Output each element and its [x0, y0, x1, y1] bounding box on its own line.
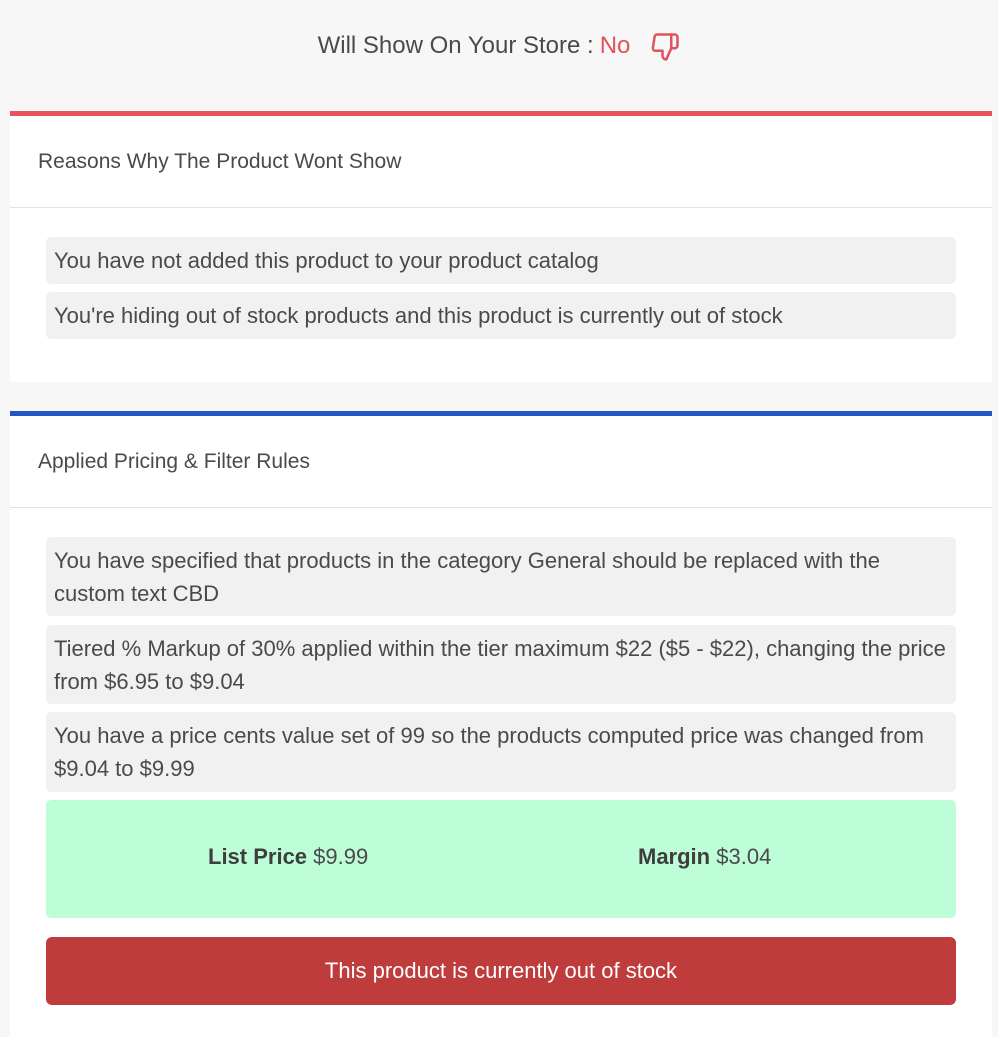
- status-value: No: [599, 32, 631, 59]
- margin-label: Margin: [638, 844, 711, 869]
- store-visibility-status: [0, 0, 998, 92]
- rule-item: You have a price cents value set of 99 so the products computed price was changed from $9.04 to $9.99: [46, 712, 956, 792]
- reason-item: You're hiding out of stock products and this product is currently out of stock: [46, 292, 956, 339]
- reason-item: You have not added this product to your product catalog: [46, 237, 956, 284]
- out-of-stock-banner: This product is currently out of stock: [46, 937, 956, 1005]
- margin: [638, 844, 771, 870]
- list-price-value: $9.99: [313, 844, 369, 869]
- rule-item: You have specified that products in the category General should be replaced with the custom text CBD: [46, 537, 956, 616]
- pricing-rules-panel: [10, 411, 992, 1037]
- list-price: [208, 844, 368, 870]
- rule-item: Tiered % Markup of 30% applied within the tier maximum $22 ($5 - $22), changing the price from $6.95 to $9.04: [46, 625, 956, 704]
- reasons-panel-title: Reasons Why The Product Wont Show: [10, 116, 992, 208]
- pricing-summary: [46, 800, 956, 918]
- list-price-label: List Price: [208, 844, 308, 869]
- thumbs-down-icon: [650, 32, 680, 62]
- rules-panel-title: Applied Pricing & Filter Rules: [10, 416, 992, 508]
- margin-value: $3.04: [716, 844, 772, 869]
- reasons-panel: [10, 111, 992, 382]
- status-label: Will Show On Your Store :: [317, 32, 594, 59]
